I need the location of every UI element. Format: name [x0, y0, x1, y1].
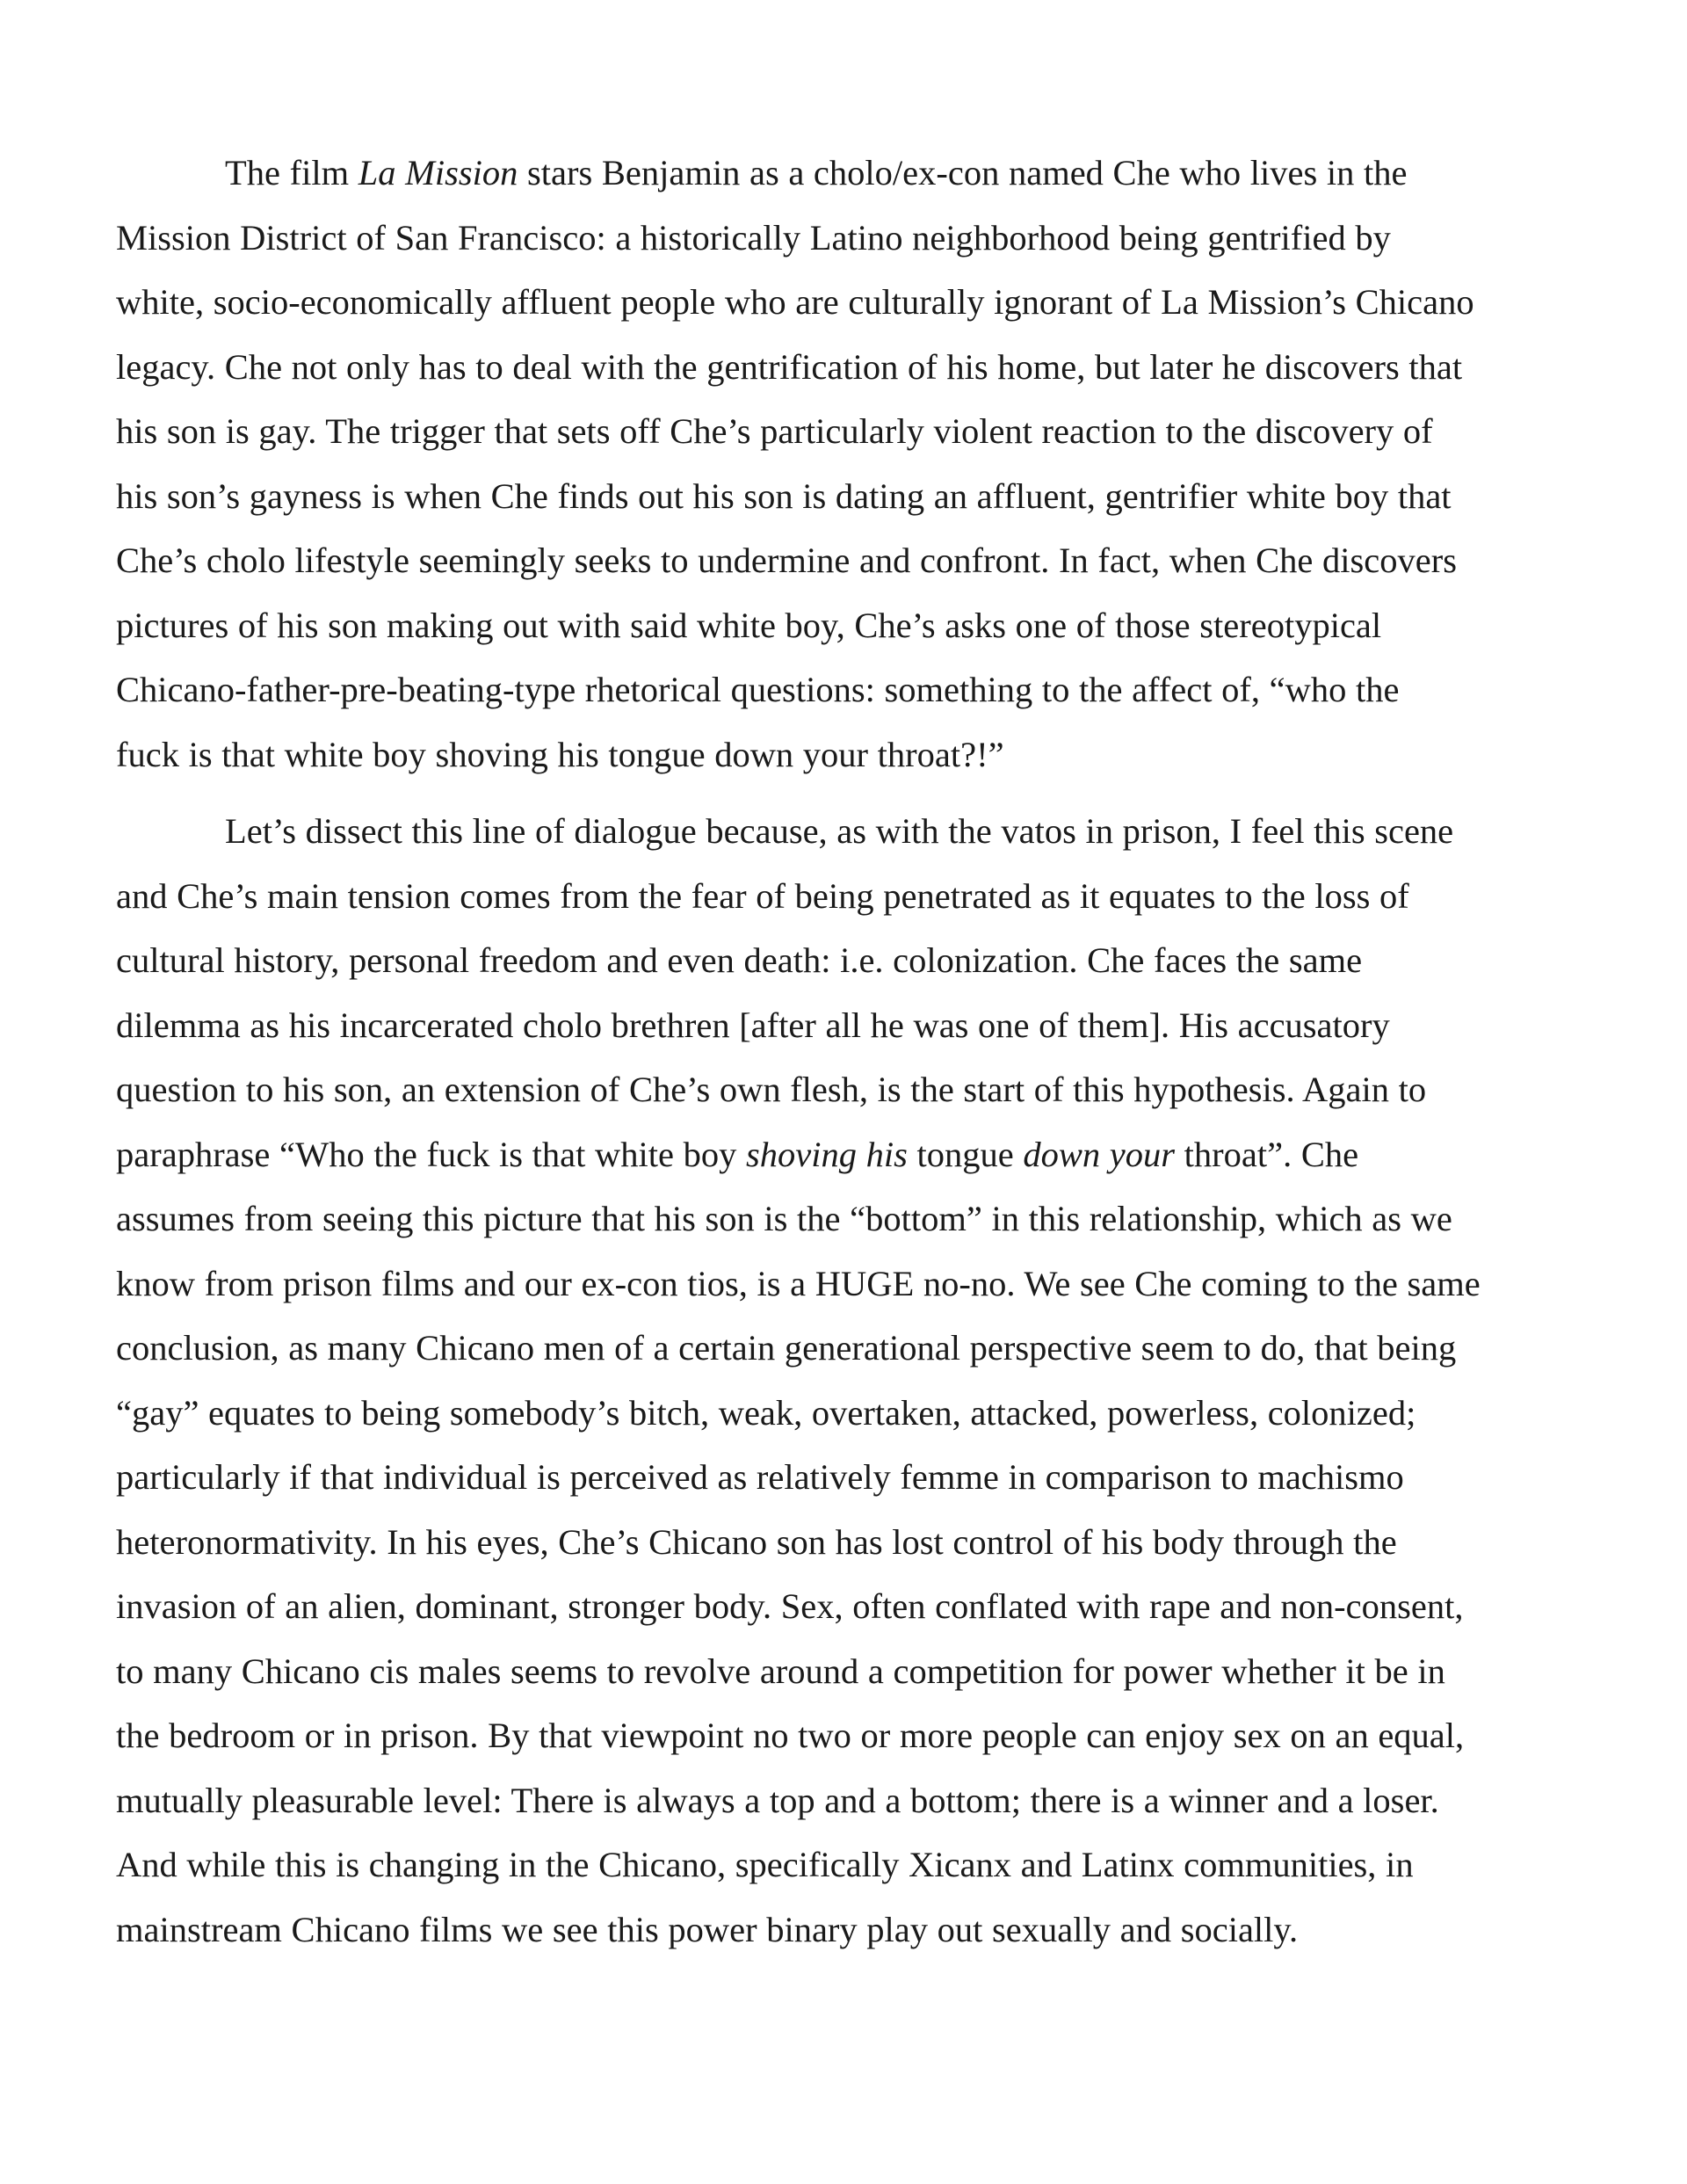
- text-line: know from prison films and our ex-con tios, is a HUGE no-no. We see Che coming to the same: [116, 1263, 1481, 1303]
- text-line: legacy. Che not only has to deal with the gentrification of his home, but later he discovers that: [116, 346, 1463, 387]
- text-line: Chicano-father-pre-beating-type rhetorical questions: something to the affect of, “who the: [116, 670, 1400, 709]
- text-line: particularly if that individual is perceived as relatively femme in comparison to machismo: [116, 1457, 1404, 1497]
- text-line: white, socio-economically affluent people who are culturally ignorant of La Mission’s Chicano: [116, 282, 1474, 322]
- text-line: and Che’s main tension comes from the fear of being penetrated as it equates to the loss of: [116, 875, 1409, 916]
- text-line: his son is gay. The trigger that sets off Che’s particularly violent reaction to the discovery of: [116, 411, 1433, 451]
- text-line: fuck is that white boy shoving his tongue down your throat?!”: [116, 734, 1004, 774]
- text-line: question to his son, an extension of Che’s own flesh, is the start of this hypothesis. Again to: [116, 1070, 1427, 1109]
- paragraph-1: [116, 141, 1592, 787]
- film-title: La Mission: [358, 153, 518, 192]
- text-line: And while this is changing in the Chicano, specifically Xicanx and Latinx communities, in: [116, 1845, 1414, 1884]
- text-line: mainstream Chicano films we see this power binary play out sexually and socially.: [116, 1909, 1299, 1949]
- text-line: his son’s gayness is when Che finds out his son is dating an affluent, gentrifier white boy that: [116, 475, 1452, 516]
- text-line: conclusion, as many Chicano men of a certain generational perspective seem to do, that being: [116, 1328, 1457, 1368]
- text-line: “gay” equates to being somebody’s bitch, weak, overtaken, attacked, powerless, colonized;: [116, 1392, 1416, 1433]
- text-line: Mission District of San Francisco: a historically Latino neighborhood being gentrified by: [116, 217, 1391, 258]
- text-line: pictures of his son making out with said white boy, Che’s asks one of those stereotypical: [116, 605, 1382, 645]
- text-line: dilemma as his incarcerated cholo brethren [after all he was one of them]. His accusatory: [116, 1005, 1390, 1045]
- text-line: cultural history, personal freedom and even death: i.e. colonization. Che faces the same: [116, 940, 1363, 980]
- paragraph-2: [116, 799, 1592, 1962]
- text-line: the bedroom or in prison. By that viewpoint no two or more people can enjoy sex on an equal,: [116, 1716, 1465, 1755]
- emphasis: down your: [1023, 1134, 1176, 1174]
- text-line: heteronormativity. In his eyes, Che’s Chicano son has lost control of his body through the: [116, 1521, 1397, 1562]
- text-line: The film La Mission stars Benjamin as a cholo/ex-con named Che who lives in the: [225, 153, 1408, 192]
- text-line: mutually pleasurable level: There is always a top and a bottom; there is a winner and a loser.: [116, 1780, 1439, 1820]
- text-line: assumes from seeing this picture that his son is the “bottom” in this relationship, which as we: [116, 1199, 1452, 1238]
- text-line: Che’s cholo lifestyle seemingly seeks to undermine and confront. In fact, when Che discovers: [116, 541, 1457, 580]
- document-page: [116, 141, 1592, 1962]
- text-line: invasion of an alien, dominant, stronger body. Sex, often conflated with rape and non-consent,: [116, 1586, 1464, 1626]
- text-line: Let’s dissect this line of dialogue because, as with the vatos in prison, I feel this scene: [225, 811, 1454, 851]
- emphasis: shoving his: [746, 1134, 908, 1174]
- text-line: paraphrase “Who the fuck is that white boy shoving his tongue down your throat”. Che: [116, 1134, 1359, 1174]
- text-line: to many Chicano cis males seems to revolve around a competition for power whether it be in: [116, 1651, 1445, 1691]
